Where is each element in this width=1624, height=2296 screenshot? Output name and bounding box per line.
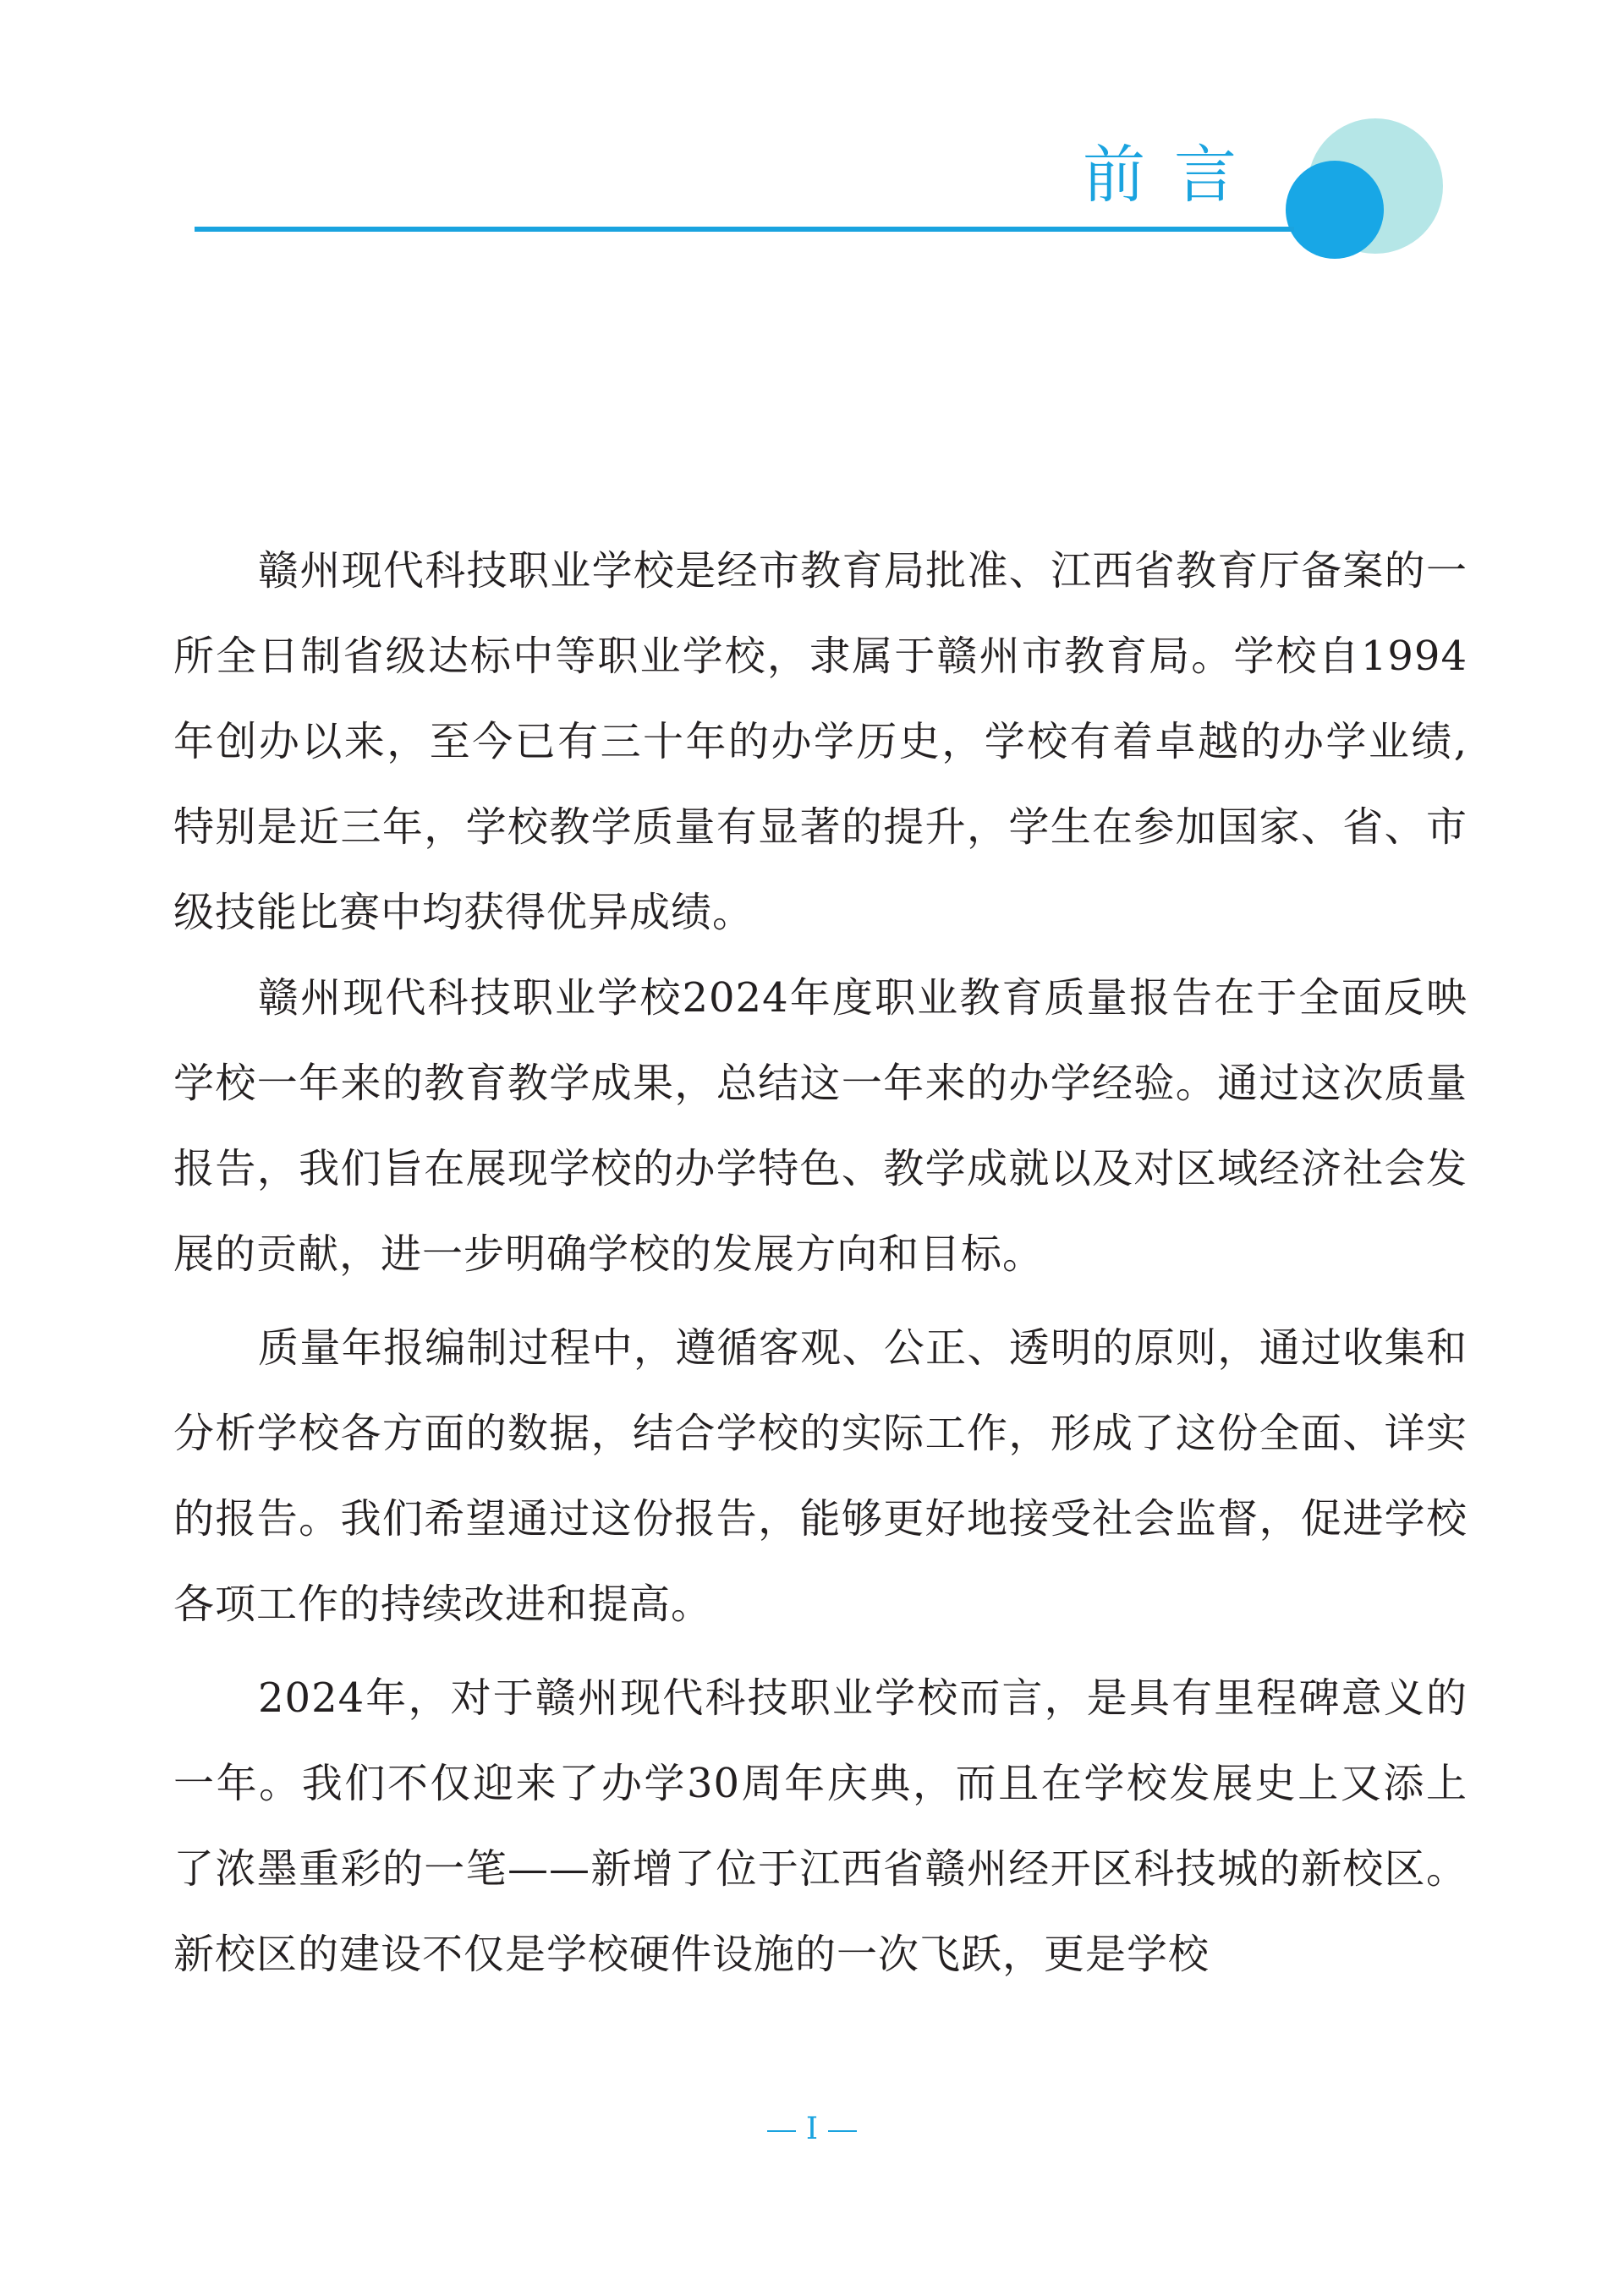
page-number: I — [805, 2112, 819, 2146]
paragraph-compilation: 质量年报编制过程中，遵循客观、公正、透明的原则，通过收集和分析学校各方面的数据，结合学校的实际工作，形成了这份全面、详实的报告。我们希望通过这份报告，能够更好地接受社会监督，促进学校各项工作的持续改进和提高。 — [173, 1324, 1468, 1628]
paragraph-milestone: 2024年，对于赣州现代科技职业学校而言，是具有里程碑意义的一年。我们不仅迎来了办学30周年庆典，而且在学校发展史上又添上了浓墨重彩的一笔——新增了位于江西省赣州经开区科技城的新校区。新校区的建设不仅是学校硬件设施的一次飞跃，更是学校 — [173, 1674, 1468, 1978]
footer-dash-left — [767, 2130, 796, 2132]
header-rule — [195, 227, 1294, 232]
paragraph-report-purpose: 赣州现代科技职业学校2024年度职业教育质量报告在于全面反映学校一年来的教育教学成果，总结这一年来的办学经验。通过这次质量报告，我们旨在展现学校的办学特色、教学成就以及对区域经济社会发展的贡献，进一步明确学校的发展方向和目标。 — [173, 974, 1468, 1278]
decorative-circle-dark — [1286, 161, 1384, 259]
page-title: 前言 — [1083, 139, 1265, 211]
preface-body — [173, 529, 1468, 1997]
footer-dash-right — [828, 2130, 857, 2132]
page-footer — [0, 2114, 1624, 2145]
paragraph-intro: 赣州现代科技职业学校是经市教育局批准、江西省教育厅备案的一所全日制省级达标中等职业学校，隶属于赣州市教育局。学校自1994年创办以来，至今已有三十年的办学历史，学校有着卓越的办学业绩,特别是近三年，学校教学质量有显著的提升，学生在参加国家、省、市级技能比赛中均获得优异成绩。 — [173, 547, 1468, 936]
page-header — [0, 0, 1624, 279]
